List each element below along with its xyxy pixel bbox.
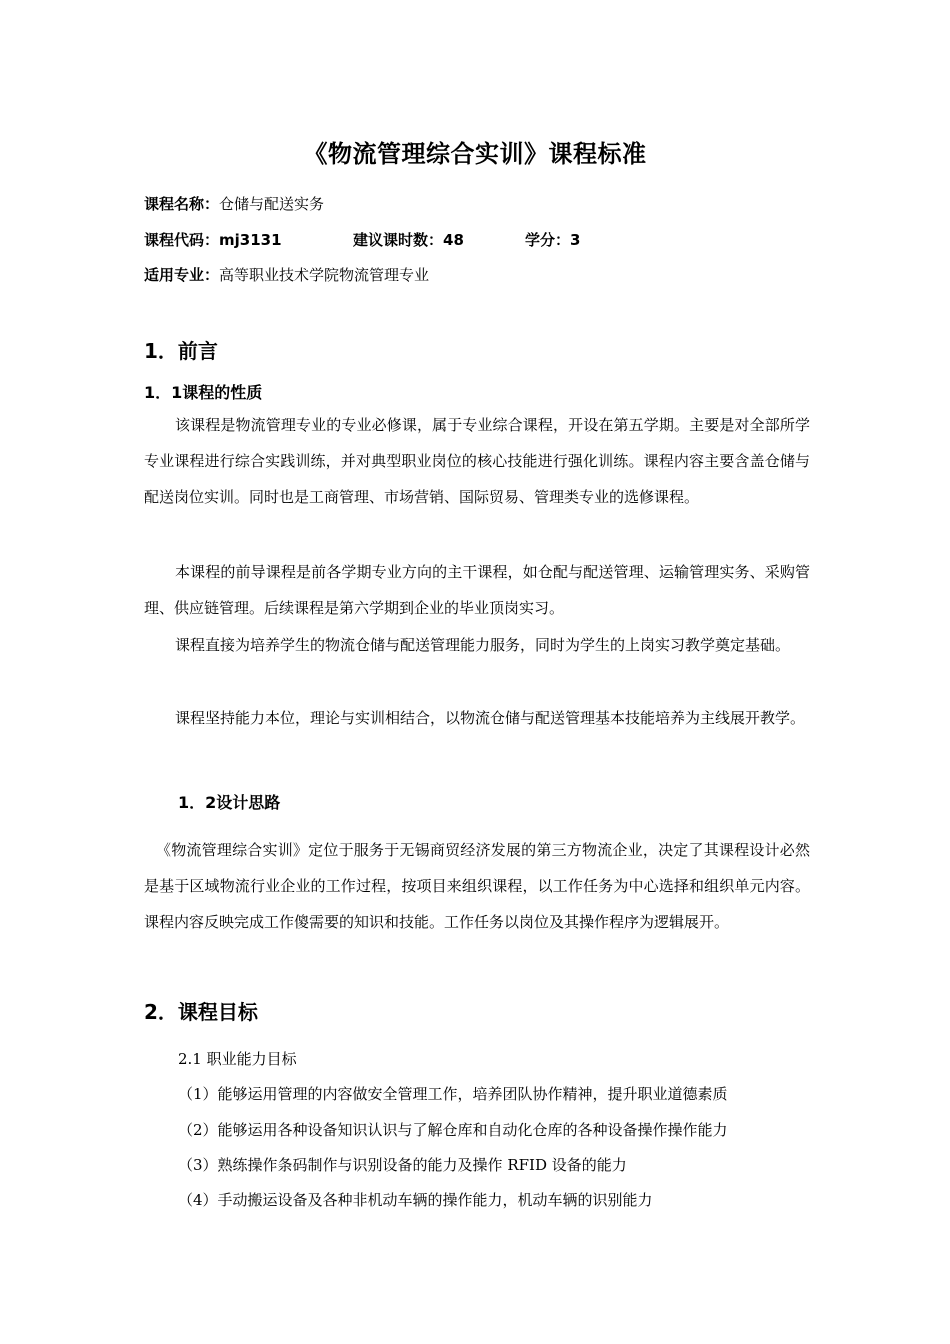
list-item: （1）能够运用管理的内容做安全管理工作，培养团队协作精神，提升职业道德素质 (178, 1085, 728, 1103)
section-1-heading: 1．前言 (144, 339, 218, 363)
section-1-1-heading: 1．1课程的性质 (144, 383, 263, 402)
paragraph-course-nature: 该课程是物流管理专业的专业必修课，属于专业综合课程，开设在第五学期。主要是对全部所学专业课程进行综合实践训练，并对典型职业岗位的核心技能进行强化训练。课程内容主要含盖仓储与配送岗位实训。同时也是工商管理、市场营销、国际贸易、管理类专业的选修课程。 (144, 416, 810, 506)
list-item: （3）熟练操作条码制作与识别设备的能力及操作 RFID 设备的能力 (178, 1156, 627, 1174)
major-line (144, 264, 429, 285)
course-name-line (144, 193, 324, 214)
major-label: 适用专业： (144, 266, 220, 284)
course-name-label: 课程名称： (144, 195, 220, 213)
major-value: 高等职业技术学院物流管理专业 (219, 266, 430, 284)
course-name-value: 仓储与配送实务 (219, 195, 325, 213)
paragraph-design-idea: 《物流管理综合实训》定位于服务于无锡商贸经济发展的第三方物流企业，决定了其课程设计必然是基于区域物流行业企业的工作过程，按项目来组织课程，以工作任务为中心选择和组织单元内容。课程内容反映完成工作傻需要的知识和技能。工作任务以岗位及其操作程序为逻辑展开。 (144, 841, 810, 931)
credits-field (525, 229, 580, 250)
course-code-value: mj3131 (219, 231, 282, 249)
credits-value: 3 (570, 231, 581, 249)
credits-label: 学分： (525, 231, 571, 249)
section-1-2-heading: 1．2设计思路 (178, 793, 281, 812)
hours-field (353, 229, 464, 250)
section-2-heading: 2．课程目标 (144, 1000, 258, 1024)
paragraph-objective: 课程直接为培养学生的物流仓储与配送管理能力服务，同时为学生的上岗实习教学奠定基础。 (175, 636, 791, 654)
paragraph-prerequisites: 本课程的前导课程是前各学期专业方向的主干课程，如仓配与配送管理、运输管理实务、采购管理、供应链管理。后续课程是第六学期到企业的毕业顶岗实习。 (144, 563, 810, 617)
list-item: （4）手动搬运设备及各种非机动车辆的操作能力，机动车辆的识别能力 (178, 1191, 653, 1209)
document-title: 《物流管理综合实训》课程标准 (303, 140, 647, 168)
course-code-label: 课程代码： (144, 231, 220, 249)
list-item: （2）能够运用各种设备知识认识与了解仓库和自动化仓库的各种设备操作操作能力 (178, 1121, 728, 1139)
hours-label: 建议课时数： (353, 231, 444, 249)
course-code-line (144, 229, 282, 250)
section-2-1-heading: 2.1 职业能力目标 (178, 1050, 297, 1068)
paragraph-approach: 课程坚持能力本位，理论与实训相结合，以物流仓储与配送管理基本技能培养为主线展开教学。 (175, 709, 806, 727)
hours-value: 48 (443, 231, 464, 249)
